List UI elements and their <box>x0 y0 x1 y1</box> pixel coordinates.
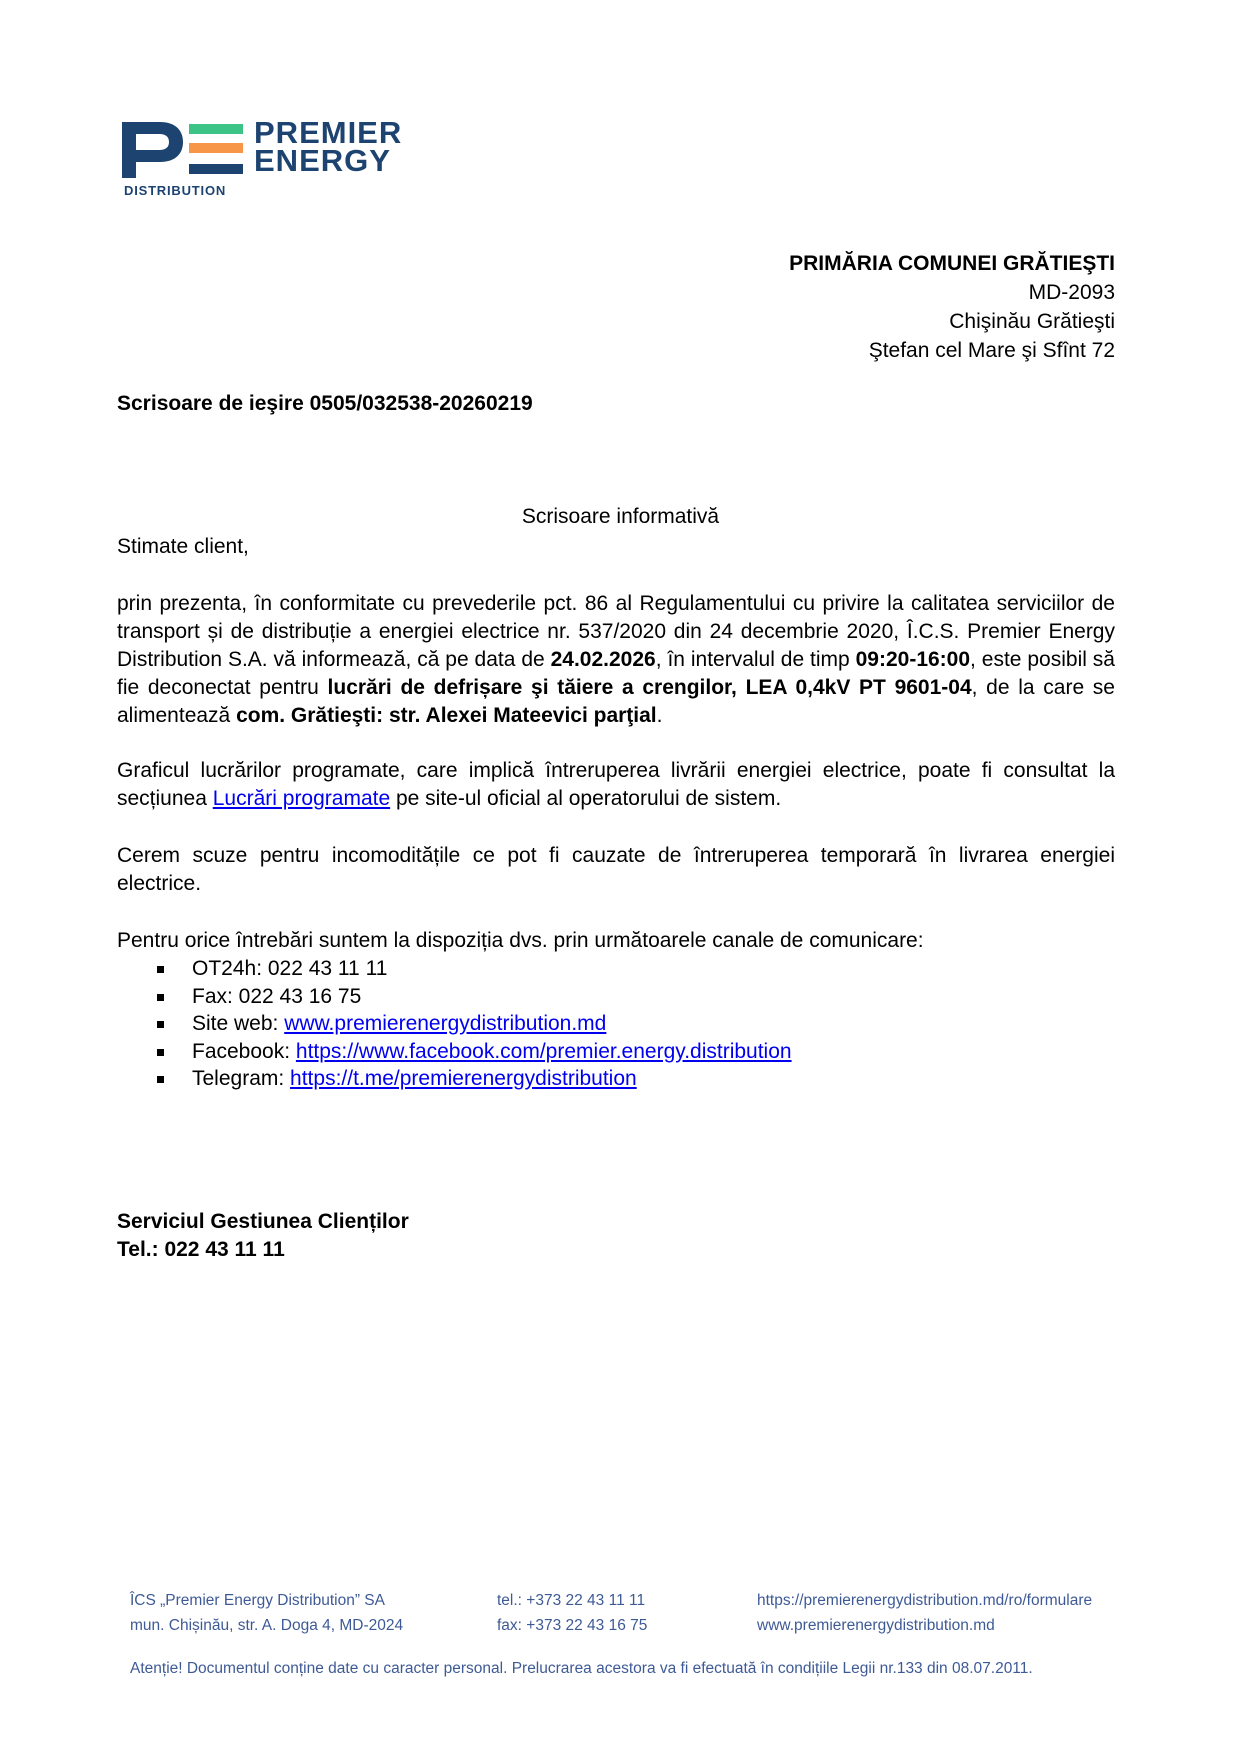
logo-bars-icon <box>189 122 243 178</box>
paragraph-notice <box>117 590 1115 730</box>
contact-item-ot24h <box>117 955 1115 983</box>
footer-company: ÎCS „Premier Energy Distribution” SA <box>130 1592 385 1609</box>
greeting: Stimate client, <box>117 535 249 558</box>
p2-text-1: Graficul lucrărilor programate, care implică întreruperea livrării energiei electrice, poate fi consultat la secțiunea <box>117 759 1115 810</box>
contact-label: Site web: <box>192 1012 285 1035</box>
signature-phone: Tel.: 022 43 11 11 <box>117 1238 285 1261</box>
paragraph-apology: Cerem scuze pentru incomoditățile ce pot fi cauzate de întreruperea temporară în livrarea energiei electrice. <box>117 844 1115 895</box>
p2-text-2: pe site-ul oficial al operatorului de sistem. <box>390 787 782 810</box>
p1-text-4: , de la care se alimentează <box>117 676 1115 727</box>
footer-fax: fax: +373 22 43 16 75 <box>497 1617 648 1634</box>
recipient-street: Ştefan cel Mare şi Sfînt 72 <box>868 339 1115 362</box>
contact-label: OT24h: 022 43 11 11 <box>192 957 388 980</box>
logo-bar-green <box>189 124 243 134</box>
premier-energy-logo <box>122 115 452 198</box>
logo-wordmark <box>254 115 403 178</box>
contact-list <box>117 955 1115 1093</box>
outage-date: 24.02.2026 <box>550 648 656 671</box>
outage-area: com. Grătieşti: str. Alexei Mateevici parţial <box>236 704 657 727</box>
contact-item-fax <box>117 983 1115 1011</box>
logo-bar-orange <box>189 143 243 153</box>
recipient-postal-code: MD-2093 <box>1028 281 1115 304</box>
footer-website[interactable]: www.premierenergydistribution.md <box>757 1617 995 1634</box>
logo-p-letter-icon <box>122 122 184 178</box>
footer-phone-col <box>497 1588 647 1638</box>
outage-works: lucrări de defrișare şi tăiere a crengilor, LEA 0,4kV PT 9601-04 <box>327 676 972 699</box>
paragraph-contacts <box>117 927 1115 1093</box>
letter-title: Scrisoare informativă <box>521 505 720 528</box>
recipient-locality: Chişinău Grătieşti <box>949 310 1115 333</box>
outage-interval: 09:20-16:00 <box>855 648 971 671</box>
contact-item-website <box>117 1010 1115 1038</box>
telegram-link[interactable]: https://t.me/premierenergydistribution <box>290 1067 637 1090</box>
p1-text-1: prin prezenta, în conformitate cu prevederile pct. 86 al Regulamentului cu privire la calitatea serviciilor de transport și de distribuție a energiei electrice nr. 537/2020 din 24 decembrie 2020, Î.C.S. Premier Energy Distribution S.A. vă informează, că pe data de <box>117 592 1115 671</box>
logo-word-energy: ENERGY <box>254 143 391 178</box>
scheduled-works-link[interactable]: Lucrări programate <box>212 787 391 810</box>
footer-web-col <box>757 1588 1092 1638</box>
logo-word-premier: PREMIER <box>254 115 403 150</box>
contacts-intro: Pentru orice întrebări suntem la dispoziția dvs. prin următoarele canale de comunicare: <box>117 929 924 952</box>
footer-company-col <box>130 1588 403 1638</box>
recipient-address <box>789 249 1115 365</box>
footer-address: mun. Chișinău, str. A. Doga 4, MD-2024 <box>130 1617 404 1634</box>
p1-text-3: , este posibil să fie deconectat pentru <box>117 648 1115 699</box>
signature-department: Serviciul Gestiunea Clienților <box>117 1210 409 1233</box>
contact-label: Fax: 022 43 16 75 <box>192 984 362 1008</box>
logo-subtitle: DISTRIBUTION <box>124 183 227 198</box>
footer-tel: tel.: +373 22 43 11 11 <box>497 1592 646 1609</box>
outgoing-reference: Scrisoare de ieşire 0505/032538-20260219 <box>117 392 533 415</box>
recipient-name: PRIMĂRIA COMUNEI GRĂTIEŞTI <box>789 252 1115 275</box>
footer-forms-url[interactable]: https://premierenergydistribution.md/ro/formulare <box>757 1592 1093 1609</box>
contact-item-facebook <box>117 1038 1115 1066</box>
contact-item-telegram <box>117 1065 1115 1093</box>
facebook-link[interactable]: https://www.facebook.com/premier.energy.distribution <box>295 1039 792 1063</box>
p1-text-5: . <box>656 704 663 727</box>
website-link[interactable]: www.premierenergydistribution.md <box>284 1012 607 1035</box>
contact-label: Telegram: <box>192 1067 291 1090</box>
footer-disclaimer: Atenție! Documentul conține date cu caracter personal. Prelucrarea acestora va fi efectuată în condițiile Legii nr.133 din 08.07.2011. <box>130 1660 1033 1677</box>
signature-block <box>117 1208 409 1264</box>
paragraph-schedule <box>117 757 1115 813</box>
contact-label: Facebook: <box>192 1039 296 1063</box>
logo-bar-navy <box>189 164 243 174</box>
p1-text-2: , în intervalul de timp <box>655 648 856 671</box>
